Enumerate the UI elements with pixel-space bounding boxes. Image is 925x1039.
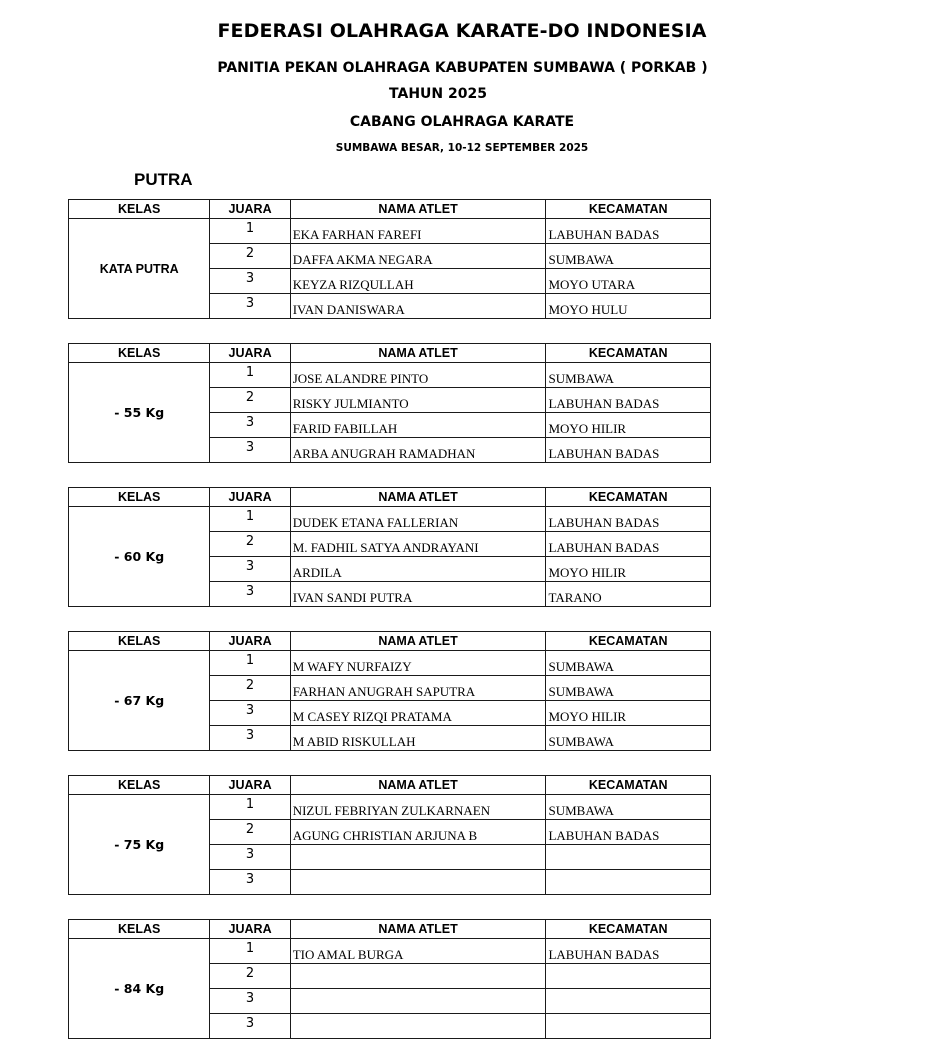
juara-cell: 1 bbox=[210, 219, 290, 244]
header-kelas: KELAS bbox=[69, 488, 210, 507]
header-juara: JUARA bbox=[210, 776, 290, 795]
nama-atlet-cell: ARBA ANUGRAH RAMADHAN bbox=[290, 438, 546, 463]
result-table bbox=[68, 775, 711, 895]
juara-cell: 1 bbox=[210, 939, 290, 964]
kecamatan-cell: LABUHAN BADAS bbox=[546, 820, 711, 845]
header-nama-atlet: NAMA ATLET bbox=[290, 776, 546, 795]
nama-atlet-cell bbox=[290, 845, 546, 870]
kecamatan-cell: SUMBAWA bbox=[546, 244, 711, 269]
header-kecamatan: KECAMATAN bbox=[546, 920, 711, 939]
juara-cell: 3 bbox=[210, 582, 290, 607]
kecamatan-cell: LABUHAN BADAS bbox=[546, 438, 711, 463]
nama-atlet-cell bbox=[290, 964, 546, 989]
kecamatan-cell: TARANO bbox=[546, 582, 711, 607]
table-row bbox=[69, 651, 711, 676]
juara-cell: 3 bbox=[210, 294, 290, 319]
result-table bbox=[68, 199, 711, 319]
juara-cell: 3 bbox=[210, 438, 290, 463]
table-header-row bbox=[69, 200, 711, 219]
nama-atlet-cell: TIO AMAL BURGA bbox=[290, 939, 546, 964]
kecamatan-cell: MOYO HILIR bbox=[546, 557, 711, 582]
kecamatan-cell bbox=[546, 989, 711, 1014]
nama-atlet-cell: RISKY JULMIANTO bbox=[290, 388, 546, 413]
document-subtitle: PANITIA PEKAN OLAHRAGA KABUPATEN SUMBAWA ( PORKAB ) bbox=[217, 60, 708, 76]
nama-atlet-cell: KEYZA RIZQULLAH bbox=[290, 269, 546, 294]
juara-cell: 2 bbox=[210, 244, 290, 269]
kecamatan-cell bbox=[546, 845, 711, 870]
result-table bbox=[68, 919, 711, 1039]
header-nama-atlet: NAMA ATLET bbox=[290, 200, 546, 219]
header-kelas: KELAS bbox=[69, 776, 210, 795]
subtitle-clip bbox=[0, 0, 720, 100]
juara-cell: 3 bbox=[210, 701, 290, 726]
juara-cell: 2 bbox=[210, 964, 290, 989]
header-kelas: KELAS bbox=[69, 344, 210, 363]
nama-atlet-cell bbox=[290, 989, 546, 1014]
juara-cell: 1 bbox=[210, 507, 290, 532]
kecamatan-cell: SUMBAWA bbox=[546, 363, 711, 388]
juara-cell: 2 bbox=[210, 388, 290, 413]
juara-cell: 2 bbox=[210, 532, 290, 557]
document-location-date: SUMBAWA BESAR, 10-12 SEPTEMBER 2025 bbox=[335, 142, 589, 154]
nama-atlet-cell: M. FADHIL SATYA ANDRAYANI bbox=[290, 532, 546, 557]
nama-atlet-cell: M WAFY NURFAIZY bbox=[290, 651, 546, 676]
kecamatan-cell bbox=[546, 964, 711, 989]
juara-cell: 1 bbox=[210, 795, 290, 820]
table-header-row bbox=[69, 920, 711, 939]
table-row bbox=[69, 363, 711, 388]
juara-cell: 3 bbox=[210, 870, 290, 895]
table-header-row bbox=[69, 344, 711, 363]
juara-cell: 3 bbox=[210, 1014, 290, 1039]
table-header-row bbox=[69, 632, 711, 651]
juara-cell: 1 bbox=[210, 651, 290, 676]
result-table bbox=[68, 487, 711, 607]
kecamatan-cell: SUMBAWA bbox=[546, 795, 711, 820]
header-kelas: KELAS bbox=[69, 632, 210, 651]
header-kecamatan: KECAMATAN bbox=[546, 776, 711, 795]
section-title: PUTRA bbox=[134, 170, 193, 189]
header-juara: JUARA bbox=[210, 344, 290, 363]
nama-atlet-cell: ARDILA bbox=[290, 557, 546, 582]
header-kelas: KELAS bbox=[69, 200, 210, 219]
nama-atlet-cell: IVAN DANISWARA bbox=[290, 294, 546, 319]
nama-atlet-cell: FARID FABILLAH bbox=[290, 413, 546, 438]
kecamatan-cell: MOYO UTARA bbox=[546, 269, 711, 294]
juara-cell: 1 bbox=[210, 363, 290, 388]
juara-cell: 3 bbox=[210, 845, 290, 870]
juara-cell: 2 bbox=[210, 676, 290, 701]
kecamatan-cell: LABUHAN BADAS bbox=[546, 388, 711, 413]
kecamatan-cell: MOYO HILIR bbox=[546, 701, 711, 726]
kelas-cell: - 60 Kg bbox=[69, 507, 210, 607]
kecamatan-cell: SUMBAWA bbox=[546, 676, 711, 701]
nama-atlet-cell: EKA FARHAN FAREFI bbox=[290, 219, 546, 244]
kecamatan-cell: LABUHAN BADAS bbox=[546, 507, 711, 532]
table-header-row bbox=[69, 488, 711, 507]
document-year: TAHUN 2025 bbox=[389, 86, 487, 102]
juara-cell: 3 bbox=[210, 989, 290, 1014]
juara-cell: 3 bbox=[210, 269, 290, 294]
header-kecamatan: KECAMATAN bbox=[546, 344, 711, 363]
nama-atlet-cell: FARHAN ANUGRAH SAPUTRA bbox=[290, 676, 546, 701]
result-table bbox=[68, 343, 711, 463]
table-row bbox=[69, 795, 711, 820]
juara-cell: 3 bbox=[210, 413, 290, 438]
kecamatan-cell bbox=[546, 870, 711, 895]
nama-atlet-cell bbox=[290, 870, 546, 895]
table-row bbox=[69, 939, 711, 964]
header-nama-atlet: NAMA ATLET bbox=[290, 488, 546, 507]
kecamatan-cell: SUMBAWA bbox=[546, 651, 711, 676]
table-header-row bbox=[69, 776, 711, 795]
nama-atlet-cell: M ABID RISKULLAH bbox=[290, 726, 546, 751]
juara-cell: 3 bbox=[210, 726, 290, 751]
table-row bbox=[69, 219, 711, 244]
header-juara: JUARA bbox=[210, 920, 290, 939]
kelas-cell: - 67 Kg bbox=[69, 651, 210, 751]
kelas-cell: - 55 Kg bbox=[69, 363, 210, 463]
header-juara: JUARA bbox=[210, 200, 290, 219]
header-nama-atlet: NAMA ATLET bbox=[290, 920, 546, 939]
nama-atlet-cell: DAFFA AKMA NEGARA bbox=[290, 244, 546, 269]
nama-atlet-cell: JOSE ALANDRE PINTO bbox=[290, 363, 546, 388]
kecamatan-cell: MOYO HILIR bbox=[546, 413, 711, 438]
header-nama-atlet: NAMA ATLET bbox=[290, 344, 546, 363]
nama-atlet-cell: AGUNG CHRISTIAN ARJUNA B bbox=[290, 820, 546, 845]
kelas-cell: - 75 Kg bbox=[69, 795, 210, 895]
kelas-cell: KATA PUTRA bbox=[69, 219, 210, 319]
table-row bbox=[69, 507, 711, 532]
header-kecamatan: KECAMATAN bbox=[546, 632, 711, 651]
header-juara: JUARA bbox=[210, 488, 290, 507]
header-nama-atlet: NAMA ATLET bbox=[290, 632, 546, 651]
result-table bbox=[68, 631, 711, 751]
kecamatan-cell: SUMBAWA bbox=[546, 726, 711, 751]
kecamatan-cell bbox=[546, 1014, 711, 1039]
document-title: FEDERASI OLAHRAGA KARATE-DO INDONESIA bbox=[217, 20, 707, 42]
nama-atlet-cell: IVAN SANDI PUTRA bbox=[290, 582, 546, 607]
nama-atlet-cell: M CASEY RIZQI PRATAMA bbox=[290, 701, 546, 726]
nama-atlet-cell: DUDEK ETANA FALLERIAN bbox=[290, 507, 546, 532]
kecamatan-cell: MOYO HULU bbox=[546, 294, 711, 319]
kecamatan-cell: LABUHAN BADAS bbox=[546, 219, 711, 244]
header-kecamatan: KECAMATAN bbox=[546, 200, 711, 219]
header-kecamatan: KECAMATAN bbox=[546, 488, 711, 507]
kecamatan-cell: LABUHAN BADAS bbox=[546, 532, 711, 557]
document-branch: CABANG OLAHRAGA KARATE bbox=[349, 114, 575, 130]
kecamatan-cell: LABUHAN BADAS bbox=[546, 939, 711, 964]
nama-atlet-cell bbox=[290, 1014, 546, 1039]
juara-cell: 2 bbox=[210, 820, 290, 845]
juara-cell: 3 bbox=[210, 557, 290, 582]
nama-atlet-cell: NIZUL FEBRIYAN ZULKARNAEN bbox=[290, 795, 546, 820]
kelas-cell: - 84 Kg bbox=[69, 939, 210, 1039]
header-juara: JUARA bbox=[210, 632, 290, 651]
header-kelas: KELAS bbox=[69, 920, 210, 939]
